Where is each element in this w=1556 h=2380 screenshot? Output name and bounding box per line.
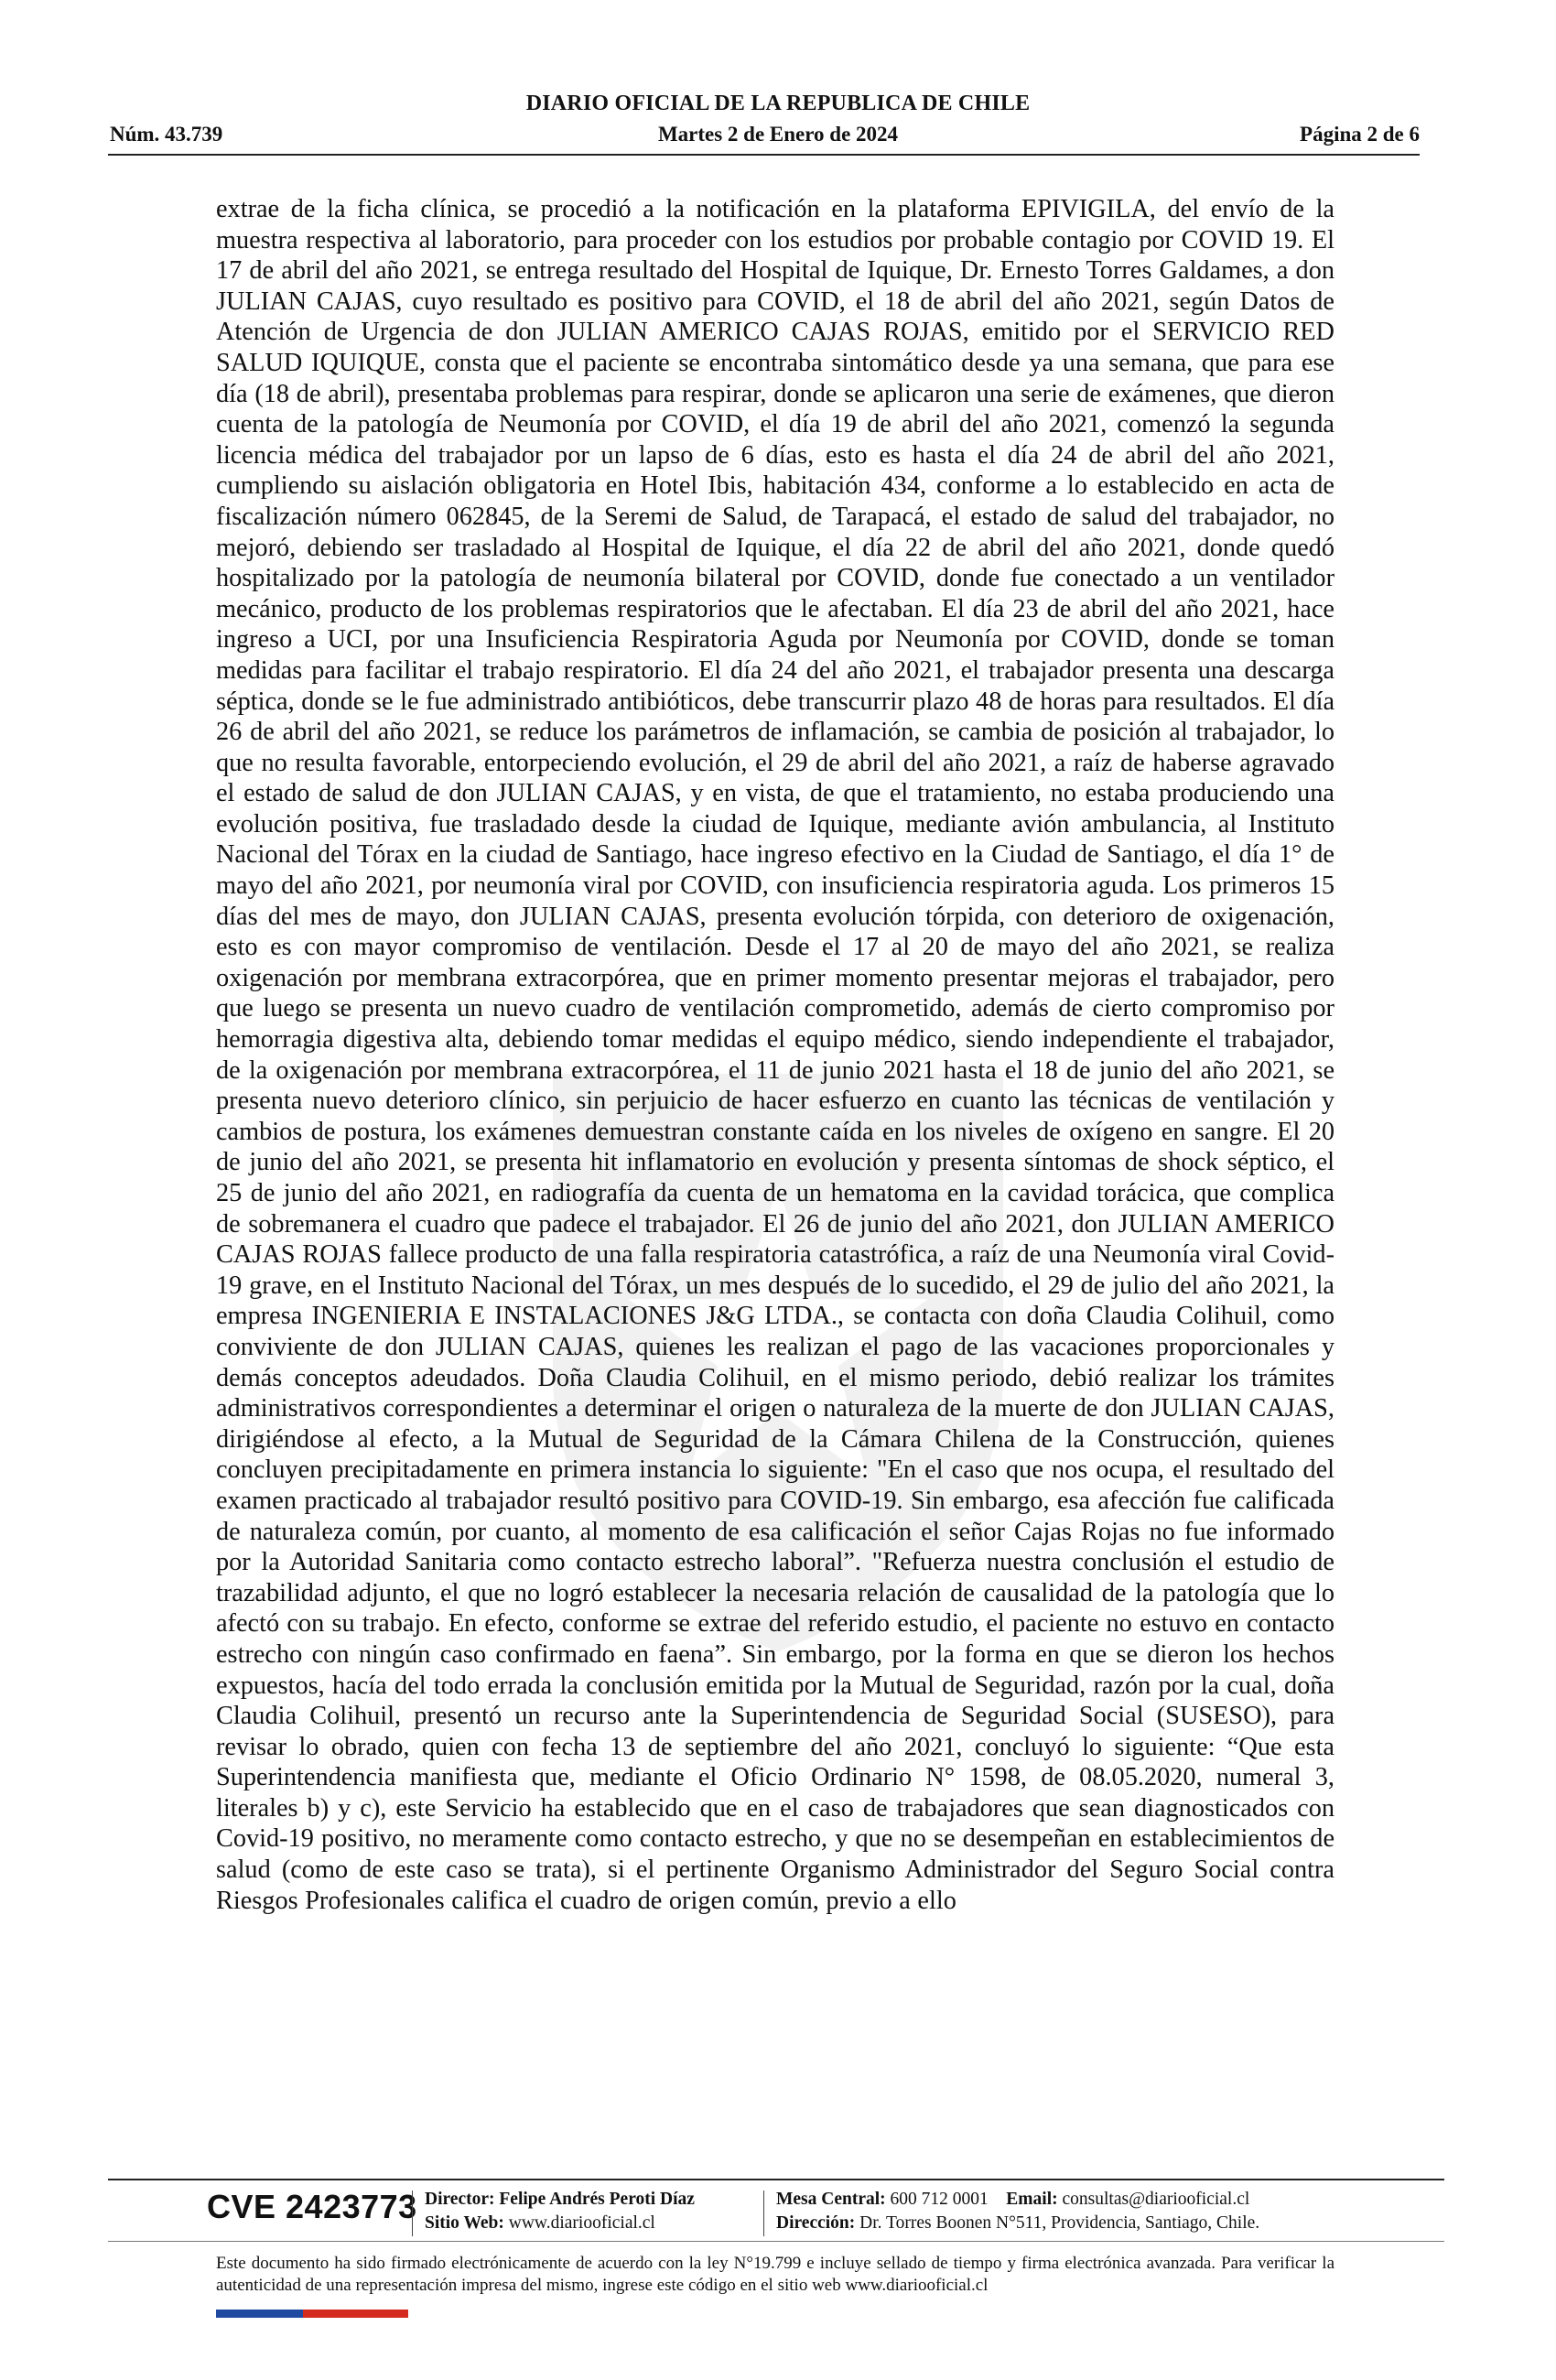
header-divider (108, 154, 1420, 156)
flag-blue-segment (216, 2310, 303, 2318)
website-link[interactable]: www.diariooficial.cl (508, 2213, 655, 2233)
issue-number: Núm. 43.739 (110, 123, 223, 146)
phone-email-line: Mesa Central: 600 712 0001 Email: consultas@diariooficial.cl (776, 2190, 1250, 2209)
body-paragraph: extrae de la ficha clínica, se procedió a la notificación en la plataforma EPIVIGILA, del envío de la muestra respectiva al laboratorio, para proceder con los estudios por probable contagio por COVID 19. El 17 de abril del año 2021, se entrega resultado del Hospital de Iquique, Dr. Ernesto Torres Galdames, a don JULIAN CAJAS, cuyo resultado es positivo para COVID, el 18 de abril del año 2021, según Datos de Atención de Urgencia de don JULIAN AMERICO CAJAS ROJAS, emitido por el SERVICIO RED SALUD IQUIQUE, consta que el paciente se encontraba sintomático desde ya una semana, que para ese día (18 de abril), presentaba problemas para respirar, donde se aplicaron una serie de exámenes, que dieron cuenta de la patología de Neumonía por COVID, el día 19 de abril del año 2021, comenzó la segunda licencia médica del trabajador por un lapso de 6 días, esto es hasta el día 24 de abril del año 2021, cumpliendo su aislación obligatoria en Hotel Ibis, habitación 434, conforme a lo establecido en acta de fiscalización número 062845, de la Seremi de Salud, de Tarapacá, el estado de salud del trabajador, no mejoró, debiendo ser trasladado al Hospital de Iquique, el día 22 de abril del año 2021, donde quedó hospitalizado por la patología de neumonía bilateral por COVID, donde fue conectado a un ventilador mecánico, producto de los problemas respiratorios que le afectaban. El día 23 de abril del año 2021, hace ingreso a UCI, por una Insuficiencia Respiratoria Aguda por Neumonía por COVID, donde se toman medidas para facilitar el trabajo respiratorio. El día 24 del año 2021, el trabajador presenta una descarga séptica, donde se le fue administrado antibióticos, debe transcurrir plazo 48 de horas para resultados. El día 26 de abril del año 2021, se reduce los parámetros de inflamación, se cambia de posición al trabajador, lo que no resulta favorable, entorpeciendo evolución, el 29 de abril del año 2021, a raíz de haberse agravado el estado de salud de don JULIAN CAJAS, y en vista, de que el tratamiento, no estaba produciendo una evolución positiva, fue trasladado desde la ciudad de Iquique, mediante avión ambulancia, al Instituto Nacional del Tórax en la ciudad de Santiago, hace ingreso efectivo en la Ciudad de Santiago, el día 1° de mayo del año 2021, por neumonía viral por COVID, con insuficiencia respiratoria aguda. Los primeros 15 días del mes de mayo, don JULIAN CAJAS, presenta evolución tórpida, con deterioro de oxigenación, esto es con mayor compromiso de ventilación. Desde el 17 al 20 de mayo del año 2021, se realiza oxigenación por membrana extracorpórea, que en primer momento presentar mejoras el trabajador, pero que luego se presenta un nuevo cuadro de ventilación comprometido, además de cierto compromiso por hemorragia digestiva alta, debiendo tomar medidas el equipo médico, siendo independiente el trabajador, de la oxigenación por membrana extracorpórea, el 11 de junio 2021 hasta el 18 de junio del año 2021, se presenta nuevo deterioro clínico, sin perjuicio de hacer esfuerzo en cuanto las técnicas de ventilación y cambios de postura, los exámenes demuestran constante caída en los niveles de oxígeno en sangre. El 20 de junio del año 2021, se presenta hit inflamatorio en evolución y presenta síntomas de shock séptico, el 25 de junio del año 2021, en radiografía da cuenta de un hematoma en la cavidad torácica, que complica de sobremanera el cuadro que padece el trabajador. El 26 de junio del año 2021, don JULIAN AMERICO CAJAS ROJAS fallece producto de una falla respiratoria catastrófica, a raíz de una Neumonía viral Covid-19 grave, en el Instituto Nacional del Tórax, un mes después de lo sucedido, el 29 de julio del año 2021, la empresa INGENIERIA E INSTALACIONES J&G LTDA., se contacta con doña Claudia Colihuil, como conviviente de don JULIAN CAJAS, quienes les realizan el pago de las vacaciones proporcionales y demás conceptos adeudados. Doña Claudia Colihuil, en el mismo periodo, debió realizar los trámites administrativos correspondientes a determinar el origen o naturaleza de la muerte de don JULIAN CAJAS, dirigiéndose al efecto, a la Mutual de Seguridad de la Cámara Chilena de la Construcción, quienes concluyen precipitadamente en primera instancia lo siguiente: "En el caso que nos ocupa, el resultado del examen practicado al trabajador resultó positivo para COVID-19. Sin embargo, esa afección fue calificada de naturaleza común, por cuanto, al momento de esa calificación el señor Cajas Rojas no fue informado por la Autoridad Sanitaria como contacto estrecho laboral”. "Refuerza nuestra conclusión el estudio de trazabilidad adjunto, el que no logró establecer la necesaria relación de causalidad de la patología que lo afectó con su trabajo. En efecto, conforme se extrae del referido estudio, el paciente no estuvo en contacto estrecho con ningún caso confirmado en faena”. Sin embargo, por la forma en que se dieron los hechos expuestos, hacía del todo errada la conclusión emitida por la Mutual de Seguridad, razón por la cual, doña Claudia Colihuil, presentó un recurso ante la Superintendencia de Seguridad Social (SUSESO), para revisar lo obrado, quien con fecha 13 de septiembre del año 2021, concluyó lo siguiente: “Que esta Superintendencia manifiesta que, mediante el Oficio Ordinario N° 1598, de 08.05.2020, numeral 3, literales b) y c), este Servicio ha establecido que en el caso de trabajadores que sean diagnosticados con Covid-19 positivo, no meramente como contacto estrecho, y que no se desempeñan en establecimientos de salud (como de este caso se trata), si el pertinente Organismo Administrador del Seguro Social contra Riesgos Profesionales califica el cuadro de origen común, previo a ello (216, 195, 1335, 1915)
page-number: Página 2 de 6 (1300, 123, 1420, 146)
flag-color-bar (216, 2310, 408, 2318)
flag-red-segment (303, 2310, 408, 2318)
footer-divider-secondary (108, 2241, 1444, 2242)
cve-code: CVE 2423773 (207, 2188, 417, 2225)
issue-date: Martes 2 de Enero de 2024 (657, 123, 899, 146)
footer-separator (412, 2191, 413, 2236)
director-line: Director: Felipe Andrés Peroti Díaz (425, 2190, 695, 2209)
electronic-signature-note: Este documento ha sido firmado electrónicamente de acuerdo con la ley N°19.799 e incluye sellado de tiempo y firma electrónica avanzada. Para verificar la autenticidad de una representación impresa del mismo, ingrese este código en el sitio web www.diariooficial.cl (216, 2254, 1334, 2295)
publication-title: DIARIO OFICIAL DE LA REPUBLICA DE CHILE (525, 92, 1031, 115)
footer-separator (763, 2191, 764, 2236)
footer-divider (108, 2179, 1444, 2180)
email-link[interactable]: consultas@diariooficial.cl (1062, 2190, 1250, 2209)
footer-director-block (425, 2188, 695, 2235)
footer-contact-block (776, 2188, 1259, 2235)
website-line: Sitio Web: www.diariooficial.cl (425, 2213, 655, 2233)
address-line: Dirección: Dr. Torres Boonen N°511, Providencia, Santiago, Chile. (776, 2213, 1260, 2233)
